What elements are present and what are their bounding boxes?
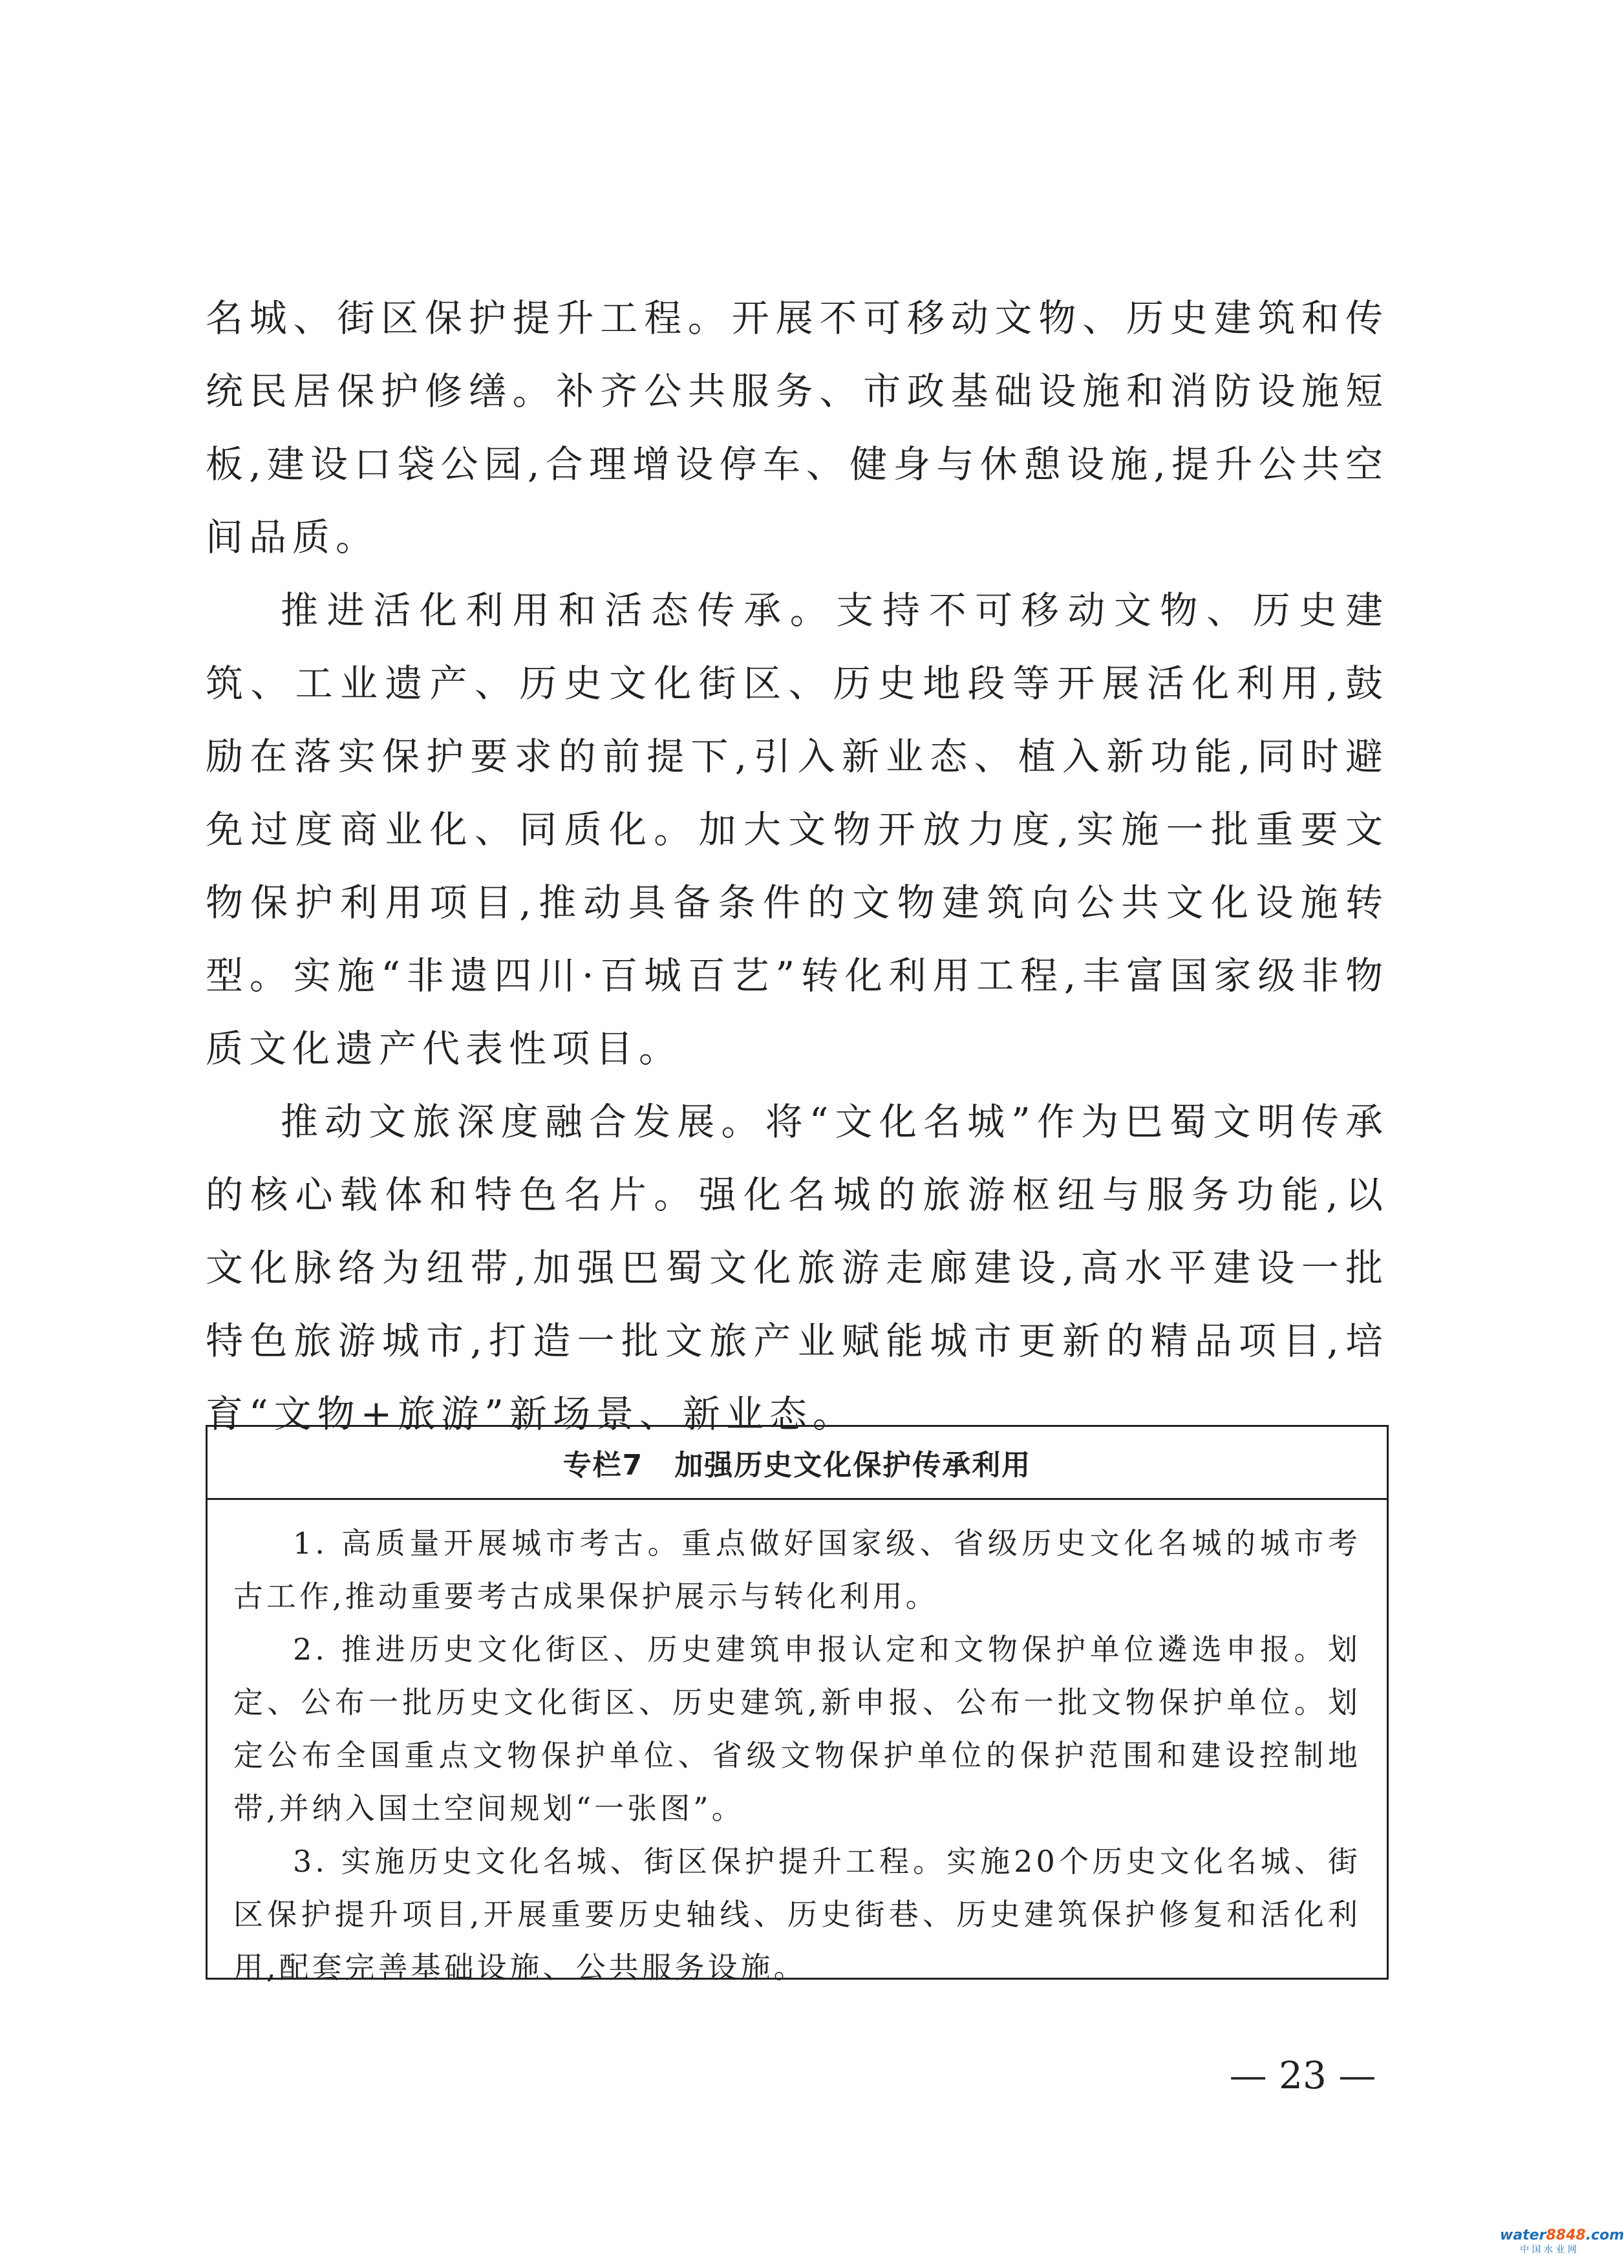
feature-box-title: 加强历史文化保护传承利用: [674, 1449, 1032, 1482]
watermark-subtitle: 中 国 水 业 网: [1520, 2245, 1577, 2255]
feature-box-item: 3. 实施历史文化名城、街区保护提升工程。实施20个历史文化名城、街区保护提升项目,开展重要历史轴线、历史街巷、历史建筑保护修复和活化利用,配套完善基础设施、公共服务设施。: [233, 1844, 1361, 1985]
paragraph-continuation: 名城、街区保护提升工程。开展不可移动文物、历史建筑和传统民居保护修缮。补齐公共服务、市政基础设施和消防设施短板,建设口袋公园,合理增设停车、健身与休憩设施,提升公共空间品质。: [206, 296, 1389, 559]
page-number: — 23 —: [1229, 2053, 1376, 2097]
feature-box-label: 专栏7: [562, 1449, 644, 1482]
feature-box-body: [208, 1500, 1387, 1994]
feature-box-item: 2. 推进历史文化街区、历史建筑申报认定和文物保护单位遴选申报。划定、公布一批历史文化街区、历史建筑,新申报、公布一批文物保护单位。划定公布全国重点文物保护单位、省级文物保护单位的保护范围和建设控制地带,并纳入国土空间规划“一张图”。: [233, 1632, 1361, 1826]
watermark-logo: [1500, 2227, 1624, 2263]
feature-box: [206, 1425, 1389, 1985]
paragraph-revitalization: 推进活化利用和活态传承。支持不可移动文物、历史建筑、工业遗产、历史文化街区、历史地段等开展活化利用,鼓励在落实保护要求的前提下,引入新业态、植入新功能,同时避免过度商业化、同质化。加大文物开放力度,实施一批重要文物保护利用项目,推动具备条件的文物建筑向公共文化设施转型。实施“非遗四川·百城百艺”转化利用工程,丰富国家级非物质文化遗产代表性项目。: [206, 588, 1389, 1071]
watermark-brand-main: water: [1500, 2227, 1546, 2243]
feature-box-item: 1. 高质量开展城市考古。重点做好国家级、省级历史文化名城的城市考古工作,推动重要考古成果保护展示与转化利用。: [233, 1526, 1361, 1614]
paragraph-culture-tourism: 推动文旅深度融合发展。将“文化名城”作为巴蜀文明传承的核心载体和特色名片。强化名城的旅游枢纽与服务功能,以文化脉络为纽带,加强巴蜀文化旅游走廊建设,高水平建设一批特色旅游城市,打造一批文旅产业赋能城市更新的精品项目,培育“文物+旅游”新场景、新业态。: [206, 1100, 1389, 1436]
feature-box-header: [208, 1427, 1387, 1500]
body-text: [206, 282, 1389, 1451]
watermark-brand-tail: .com: [1585, 2227, 1624, 2243]
watermark-brand-num: 8848: [1546, 2227, 1586, 2243]
